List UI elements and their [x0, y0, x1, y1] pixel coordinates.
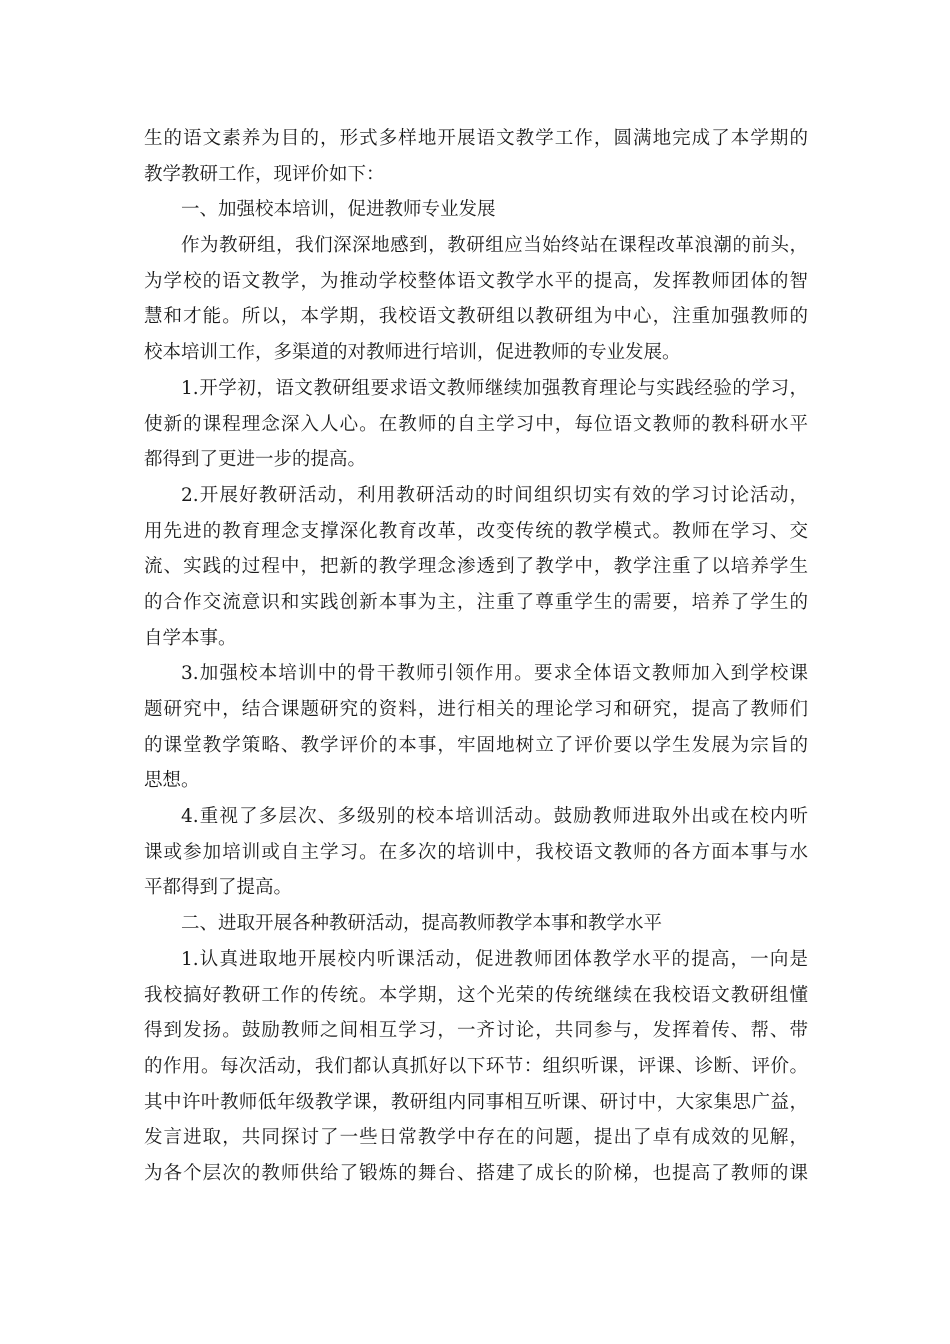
text-line: 1.开学初，语文教研组要求语文教师继续加强教育理论与实践经验的学习，: [181, 377, 808, 399]
text-line: 一、加强校本培训，促进教师专业发展: [181, 199, 496, 221]
text-line: 3.加强校本培训中的骨干教师引领作用。要求全体语文教师加入到学校课: [181, 663, 808, 685]
text-line: 我校搞好教研工作的传统。本学期，这个光荣的传统继续在我校语文教研组懂: [144, 984, 808, 1006]
text-line: 用先进的教育理念支撑深化教育改革，改变传统的教学模式。教师在学习、交: [144, 520, 808, 542]
text-line: 2.开展好教研活动，利用教研活动的时间组织切实有效的学习讨论活动，: [181, 484, 808, 506]
text-line: 其中许叶教师低年级教学课，教研组内同事相互听课、研讨中，大家集思广益，: [144, 1091, 808, 1113]
text-line: 使新的课程理念深入人心。在教师的自主学习中，每位语文教师的教科研水平: [144, 413, 808, 435]
text-line: 得到发扬。鼓励教师之间相互学习，一齐讨论，共同参与，发挥着传、帮、带: [144, 1020, 808, 1042]
text-line: 思想。: [144, 770, 200, 792]
text-line: 都得到了更进一步的提高。: [144, 449, 367, 471]
text-line: 1.认真进取地开展校内听课活动，促进教师团体教学水平的提高，一向是: [181, 948, 808, 970]
text-line: 的课堂教学策略、教学评价的本事，牢固地树立了评价要以学生发展为宗旨的: [144, 734, 808, 756]
text-line: 为学校的语文教学，为推动学校整体语文教学水平的提高，发挥教师团体的智: [144, 270, 808, 292]
text-line: 平都得到了提高。: [144, 877, 293, 899]
text-line: 发言进取，共同探讨了一些日常教学中存在的问题，提出了卓有成效的见解，: [144, 1127, 808, 1149]
text-line: 生的语文素养为目的，形式多样地开展语文教学工作，圆满地完成了本学期的: [144, 128, 808, 149]
text-line: 流、实践的过程中，把新的教学理念渗透到了教学中，教学注重了以培养学生: [144, 556, 808, 578]
text-line: 作为教研组，我们深深地感到，教研组应当始终站在课程改革浪潮的前头，: [181, 235, 808, 257]
text-line: 课或参加培训或自主学习。在多次的培训中，我校语文教师的各方面本事与水: [144, 841, 808, 863]
document-body: [144, 121, 808, 1192]
text-line: 自学本事。: [144, 627, 237, 649]
text-line: 4.重视了多层次、多级别的校本培训活动。鼓励教师进取外出或在校内听: [181, 806, 808, 828]
text-line: 题研究中，结合课题研究的资料，进行相关的理论学习和研究，提高了教师们: [144, 699, 808, 720]
text-line: 二、进取开展各种教研活动，提高教师教学本事和教学水平: [181, 913, 663, 935]
text-line: 的作用。每次活动，我们都认真抓好以下环节：组织听课，评课、诊断、评价。: [144, 1055, 808, 1077]
text-line: 教学教研工作，现评价如下：: [144, 163, 385, 185]
text-line: 慧和才能。所以，本学期，我校语文教研组以教研组为中心，注重加强教师的: [144, 306, 808, 328]
text-line: 的合作交流意识和实践创新本事为主，注重了尊重学生的需要，培养了学生的: [144, 591, 808, 613]
text-line: 校本培训工作，多渠道的对教师进行培训，促进教师的专业发展。: [144, 342, 681, 364]
text-line: 为各个层次的教师供给了锻炼的舞台、搭建了成长的阶梯，也提高了教师的课: [144, 1162, 808, 1184]
